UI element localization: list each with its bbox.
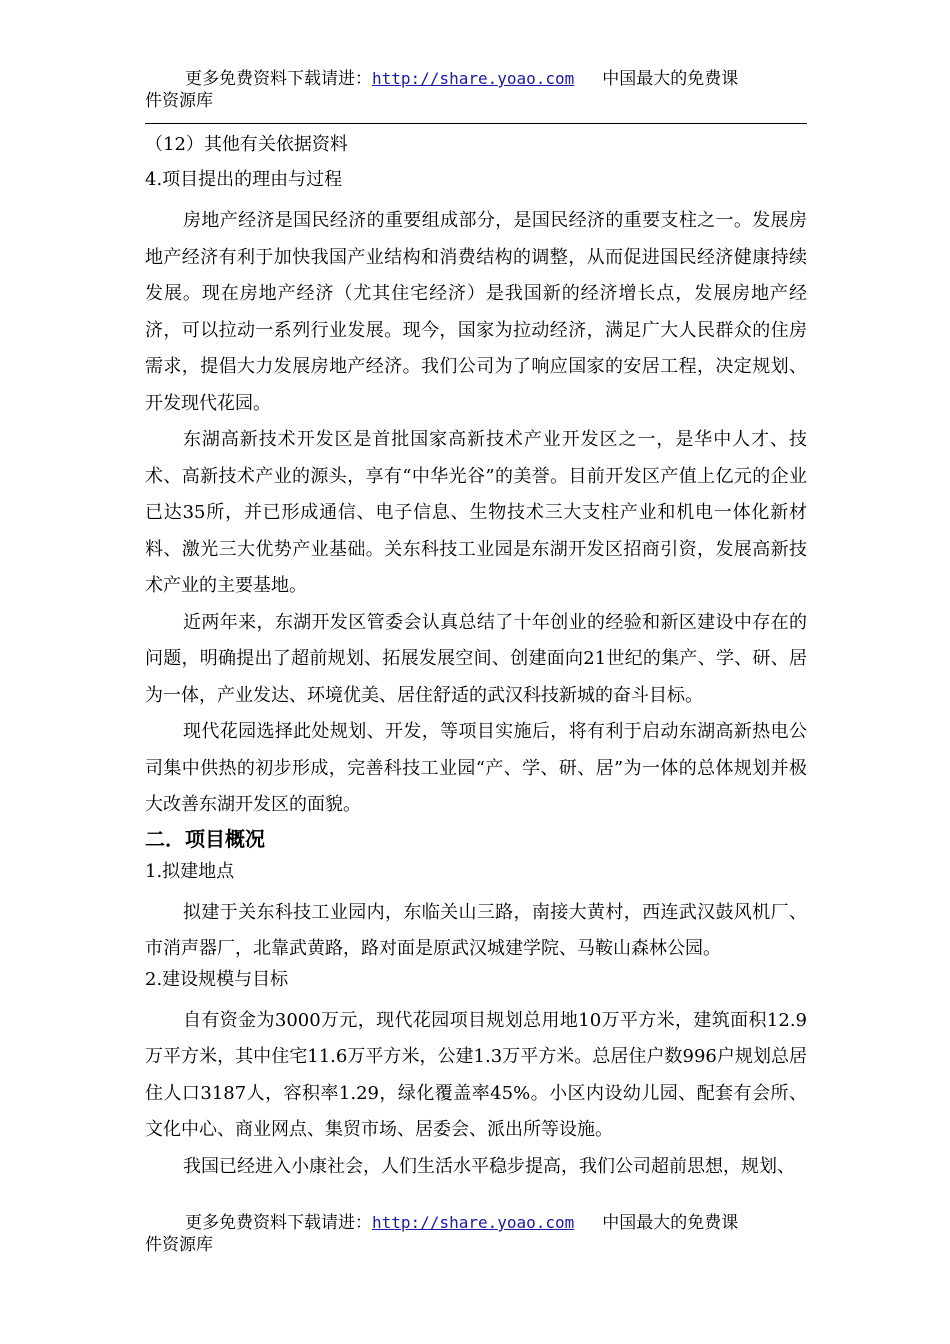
paragraph-group-2 xyxy=(145,895,807,968)
section-4-title: 4.项目提出的理由与过程 xyxy=(145,169,343,190)
paragraph-2: 东湖高新技术开发区是首批国家高新技术产业开发区之一，是华中人才、技术、高新技术产业的源头，享有“中华光谷”的美誉。目前开发区产值上亿元的企业已达35所，并已形成通信、电子信息、生物技术三大支柱产业和机电一体化新材料、激光三大优势产业基础。关东科技工业园是东湖开发区招商引资，发展高新技术产业的主要基地。 xyxy=(145,429,807,596)
footer-link[interactable]: http://share.yoao.com xyxy=(372,1213,575,1232)
document-body xyxy=(145,133,807,1185)
footer-suffix: 中国最大的免费课 xyxy=(602,1213,739,1233)
footer-prefix: 更多免费资料下载请进： xyxy=(185,1213,372,1233)
header-link[interactable]: http://share.yoao.com xyxy=(372,69,575,88)
page-footer xyxy=(145,1212,810,1256)
header-prefix: 更多免费资料下载请进： xyxy=(185,69,372,89)
footer-line2: 件资源库 xyxy=(145,1235,213,1255)
list-item-12: （12）其他有关依据资料 xyxy=(145,134,348,155)
paragraph-3: 近两年来，东湖开发区管委会认真总结了十年创业的经验和新区建设中存在的问题，明确提出了超前规划、拓展发展空间、创建面向21世纪的集产、学、研、居为一体，产业发达、环境优美、居住舒适的武汉科技新城的奋斗目标。 xyxy=(145,611,807,706)
subsection-1-title: 1.拟建地点 xyxy=(145,860,235,882)
header-line2: 件资源库 xyxy=(145,91,213,111)
subsection-2-title: 2.建设规模与目标 xyxy=(145,968,289,990)
paragraph-group-3 xyxy=(145,1003,807,1186)
paragraph-1: 房地产经济是国民经济的重要组成部分，是国民经济的重要支柱之一。发展房地产经济有利于加快我国产业结构和消费结构的调整，从而促进国民经济健康持续发展。现在房地产经济（尤其住宅经济）是我国新的经济增长点，发展房地产经济，可以拉动一系列行业发展。现今，国家为拉动经济，满足广大人民群众的住房需求，提倡大力发展房地产经济。我们公司为了响应国家的安居工程，决定规划、开发现代花园。 xyxy=(145,210,807,414)
page-header xyxy=(145,68,810,112)
paragraph-4: 现代花园选择此处规划、开发，等项目实施后，将有利于启动东湖高新热电公司集中供热的初步形成，完善科技工业园“产、学、研、居”为一体的总体规划并极大改善东湖开发区的面貌。 xyxy=(145,721,807,815)
paragraph-6: 自有资金为3000万元，现代花园项目规划总用地10万平方米，建筑面积12.9万平方米，其中住宅11.6万平方米，公建1.3万平方米。总居住户数996户规划总居住人口3187人，容积率1.29，绿化覆盖率45%。小区内设幼儿园、配套有会所、文化中心、商业网点、集贸市场、居委会、派出所等设施。 xyxy=(145,1009,807,1140)
header-suffix: 中国最大的免费课 xyxy=(602,69,739,89)
section-2-heading: 二．项目概况 xyxy=(145,826,265,851)
paragraph-5: 拟建于关东科技工业园内，东临关山三路，南接大黄村，西连武汉鼓风机厂、市消声器厂，北靠武黄路，路对面是原武汉城建学院、马鞍山森林公园。 xyxy=(145,901,807,959)
paragraph-group-1 xyxy=(145,203,807,824)
paragraph-7: 我国已经进入小康社会，人们生活水平稳步提高，我们公司超前思想，规划、 xyxy=(183,1155,795,1177)
header-divider xyxy=(145,123,807,124)
